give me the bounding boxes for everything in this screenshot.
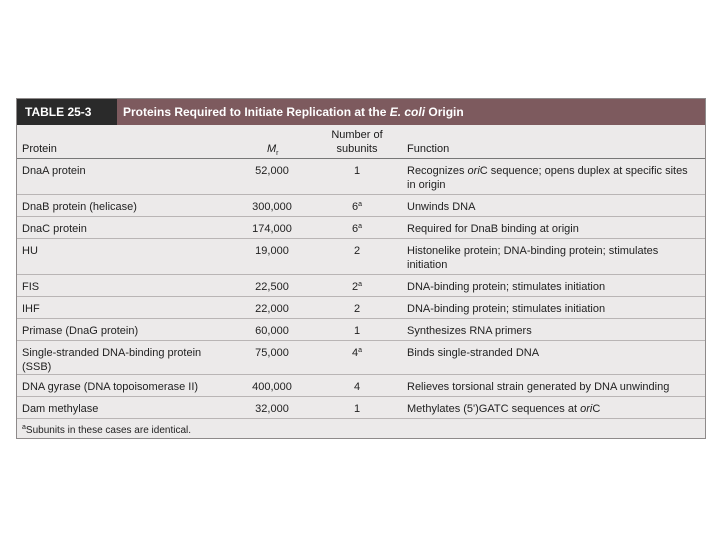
cell-subunits <box>317 164 397 178</box>
cell-protein: Single-stranded DNA-binding protein (SSB) <box>22 347 202 373</box>
table-frame <box>16 98 706 439</box>
cell-mr: 174,000 <box>252 223 292 235</box>
cell-protein: HU <box>22 245 38 257</box>
table-row <box>17 275 705 297</box>
cell-subunits <box>317 200 397 214</box>
footnote-text: Subunits in these cases are identical. <box>25 425 192 436</box>
cell-mr: 60,000 <box>255 325 289 337</box>
table-header <box>17 125 705 159</box>
cell-subunits-value: 2 <box>353 303 361 315</box>
header-mr <box>267 143 279 157</box>
header-function: Function <box>407 143 450 155</box>
cell-subunits-value: 1 <box>353 403 361 415</box>
cell-mr: 32,000 <box>255 403 289 415</box>
cell-mr: 22,500 <box>255 281 289 293</box>
table-title-prefix: Proteins Required to Initiate Replication at the <box>123 105 390 119</box>
cell-function <box>407 380 699 394</box>
cell-function <box>407 200 699 214</box>
table-row <box>17 297 705 319</box>
cell-function-text: ori <box>580 403 593 415</box>
cell-subunits <box>317 324 397 338</box>
cell-function-text: DNA-binding protein; stimulates initiation <box>407 281 606 293</box>
cell-function-text: Histonelike protein; DNA-binding protein; stimulates initiation <box>407 245 659 271</box>
table-row <box>17 217 705 239</box>
cell-mr: 400,000 <box>252 381 292 393</box>
cell-function-text: C <box>592 403 601 415</box>
header-protein: Protein <box>22 143 57 155</box>
cell-function-text: Required for DnaB binding at origin <box>407 223 579 235</box>
cell-function-text: Binds single-stranded DNA <box>407 347 540 359</box>
table-row <box>17 319 705 341</box>
cell-function <box>407 324 699 338</box>
cell-mr: 75,000 <box>255 347 289 359</box>
table-title-italic: E. coli <box>389 105 426 119</box>
cell-subunits <box>317 244 397 258</box>
table-row <box>17 195 705 217</box>
cell-subunits <box>317 402 397 416</box>
header-mr-main: M <box>267 143 277 155</box>
cell-subunits <box>317 222 397 236</box>
cell-function-text: C sequence; opens duplex at specific sites in origin <box>407 165 688 191</box>
cell-subunits-footnote-marker: a <box>358 347 363 354</box>
cell-function-text: Recognizes <box>407 165 468 177</box>
cell-protein: DnaA protein <box>22 165 86 177</box>
cell-function-text: Synthesizes RNA primers <box>407 325 532 337</box>
cell-function-text: Unwinds DNA <box>407 201 476 213</box>
header-mr-sub: r <box>276 150 279 158</box>
cell-function <box>407 280 699 294</box>
cell-subunits <box>317 280 397 294</box>
cell-subunits-footnote-marker: a <box>358 281 363 288</box>
header-subunits <box>317 128 397 156</box>
cell-subunits <box>317 380 397 394</box>
table-title-suffix: Origin <box>425 105 464 119</box>
cell-subunits-footnote-marker: a <box>358 201 363 208</box>
table-number: TABLE 25-3 <box>17 99 117 125</box>
table-title <box>123 99 464 125</box>
cell-protein: Primase (DnaG protein) <box>22 325 139 337</box>
table-row <box>17 159 705 195</box>
cell-mr: 22,000 <box>255 303 289 315</box>
cell-protein: DnaC protein <box>22 223 87 235</box>
cell-subunits-footnote-marker: a <box>358 223 363 230</box>
cell-subunits-value: 4 <box>351 347 359 359</box>
cell-subunits-value: 2 <box>353 245 361 257</box>
cell-function-text: DNA-binding protein; stimulates initiation <box>407 303 606 315</box>
table-row <box>17 341 705 375</box>
cell-protein: IHF <box>22 303 40 315</box>
cell-function <box>407 244 699 272</box>
cell-subunits <box>317 346 397 360</box>
table-row <box>17 239 705 275</box>
cell-subunits-value: 1 <box>353 325 361 337</box>
cell-function <box>407 222 699 236</box>
cell-subunits <box>317 302 397 316</box>
table-row <box>17 375 705 397</box>
cell-subunits-value: 2 <box>351 281 359 293</box>
table-row <box>17 397 705 419</box>
cell-mr: 19,000 <box>255 245 289 257</box>
cell-subunits-value: 6 <box>351 223 359 235</box>
cell-function <box>407 346 699 360</box>
cell-function <box>407 164 699 192</box>
cell-function-text: Methylates (5')GATC sequences at <box>407 403 581 415</box>
cell-mr: 52,000 <box>255 165 289 177</box>
cell-function <box>407 302 699 316</box>
table-title-bar <box>17 99 705 125</box>
cell-mr: 300,000 <box>252 201 292 213</box>
cell-protein: Dam methylase <box>22 403 99 415</box>
cell-function-text: Relieves torsional strain generated by DNA unwinding <box>407 381 670 393</box>
cell-subunits-value: 6 <box>351 201 359 213</box>
header-subunits-line1: Number of <box>331 129 383 141</box>
footnote-marker: a <box>22 424 26 431</box>
cell-function <box>407 402 699 416</box>
cell-protein: DNA gyrase (DNA topoisomerase II) <box>22 381 199 393</box>
cell-subunits-value: 1 <box>353 165 361 177</box>
cell-subunits-value: 4 <box>353 381 361 393</box>
cell-function-text: ori <box>467 165 480 177</box>
cell-protein: DnaB protein (helicase) <box>22 201 137 213</box>
cell-protein: FIS <box>22 281 40 293</box>
table-footnote <box>22 425 191 436</box>
header-subunits-line2: subunits <box>336 143 378 155</box>
